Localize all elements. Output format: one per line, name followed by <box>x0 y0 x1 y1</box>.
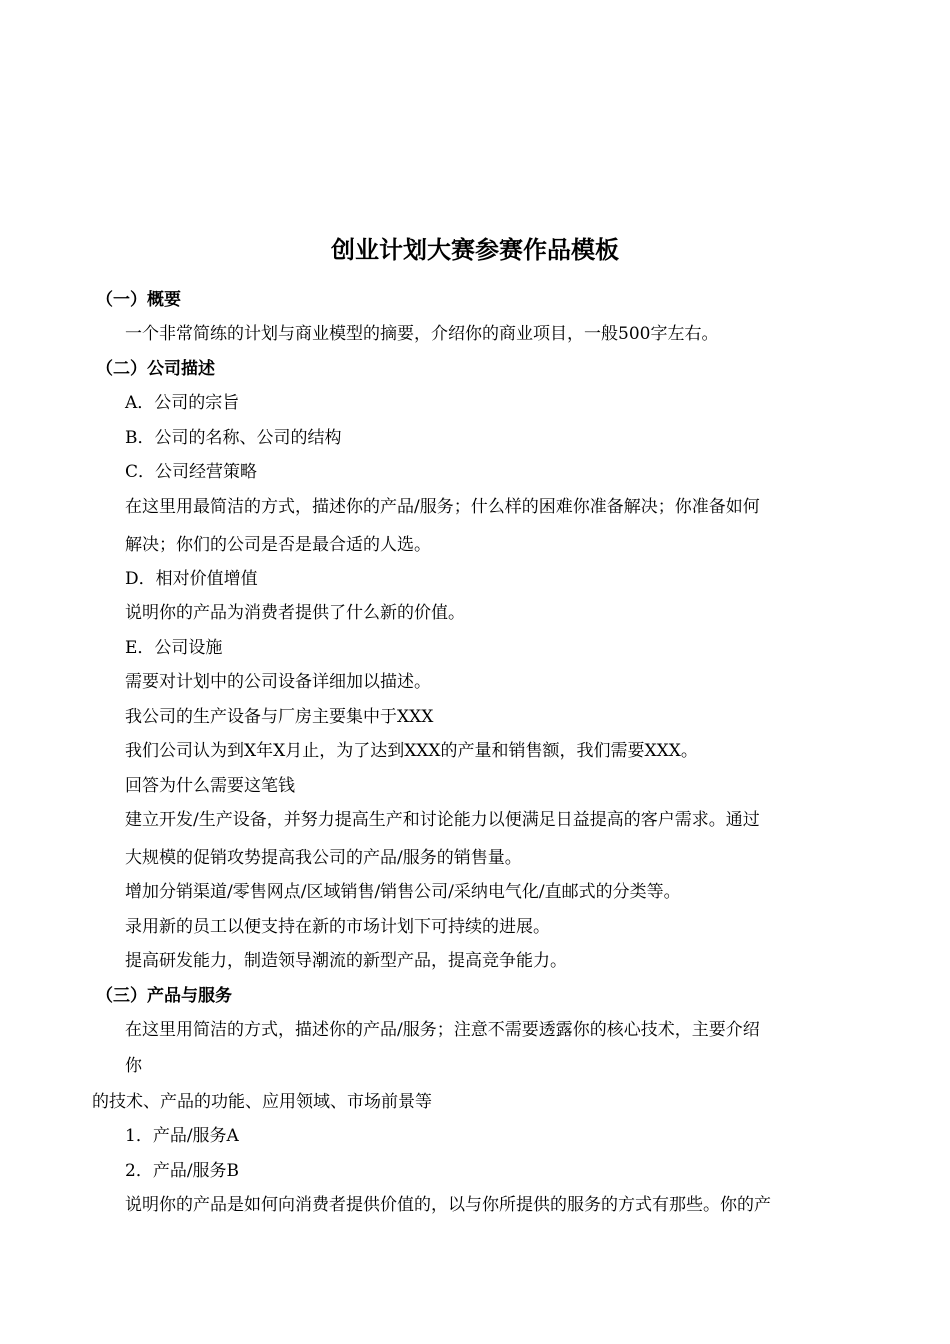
paragraph-line: 提高研发能力，制造领导潮流的新型产品，提高竞争能力。 <box>125 951 567 971</box>
paragraph-line: 录用新的员工以便支持在新的市场计划下可持续的进展。 <box>125 917 550 937</box>
paragraph-line: 的技术、产品的功能、应用领域、市场前景等 <box>92 1092 432 1112</box>
paragraph-line: 解决；你们的公司是否是最合适的人选。 <box>125 535 431 555</box>
paragraph-line: 大规模的促销攻势提高我公司的产品/服务的销售量。 <box>125 848 522 868</box>
paragraph-line: 说明你的产品为消费者提供了什么新的价值。 <box>125 603 465 623</box>
section-heading-overview: （一）概要 <box>96 290 181 310</box>
paragraph-line: 在这里用最简洁的方式，描述你的产品/服务；什么样的困难你准备解决；你准备如何 <box>125 497 760 517</box>
section-heading-products-services: （三）产品与服务 <box>96 986 232 1006</box>
paragraph-line: 需要对计划中的公司设备详细加以描述。 <box>125 672 431 692</box>
paragraph-line: 一个非常简练的计划与商业模型的摘要，介绍你的商业项目，一般500字左右。 <box>125 324 719 344</box>
paragraph-line: 我公司的生产设备与厂房主要集中于XXX <box>125 707 434 727</box>
list-item: 1．产品/服务A <box>125 1126 239 1146</box>
paragraph-line: 建立开发/生产设备，并努力提高生产和讨论能力以便满足日益提高的客户需求。通过 <box>125 810 760 830</box>
list-item: C．公司经营策略 <box>125 462 258 482</box>
list-item: A．公司的宗旨 <box>125 393 240 413</box>
paragraph-line: 你 <box>125 1056 142 1076</box>
list-item: E．公司设施 <box>125 638 223 658</box>
list-item: B．公司的名称、公司的结构 <box>125 428 342 448</box>
paragraph-line: 增加分销渠道/零售网点/区域销售/销售公司/采纳电气化/直邮式的分类等。 <box>125 882 681 902</box>
section-heading-company-description: （二）公司描述 <box>96 359 215 379</box>
paragraph-line: 我们公司认为到X年X月止，为了达到XXX的产量和销售额，我们需要XXX。 <box>125 741 698 761</box>
paragraph-line: 回答为什么需要这笔钱 <box>125 776 295 796</box>
list-item: 2．产品/服务B <box>125 1161 240 1181</box>
document-title: 创业计划大赛参赛作品模板 <box>331 235 619 264</box>
paragraph-line: 说明你的产品是如何向消费者提供价值的，以与你所提供的服务的方式有那些。你的产 <box>125 1195 771 1215</box>
list-item: D．相对价值增值 <box>125 569 258 589</box>
paragraph-line: 在这里用简洁的方式，描述你的产品/服务；注意不需要透露你的核心技术，主要介绍 <box>125 1020 760 1040</box>
